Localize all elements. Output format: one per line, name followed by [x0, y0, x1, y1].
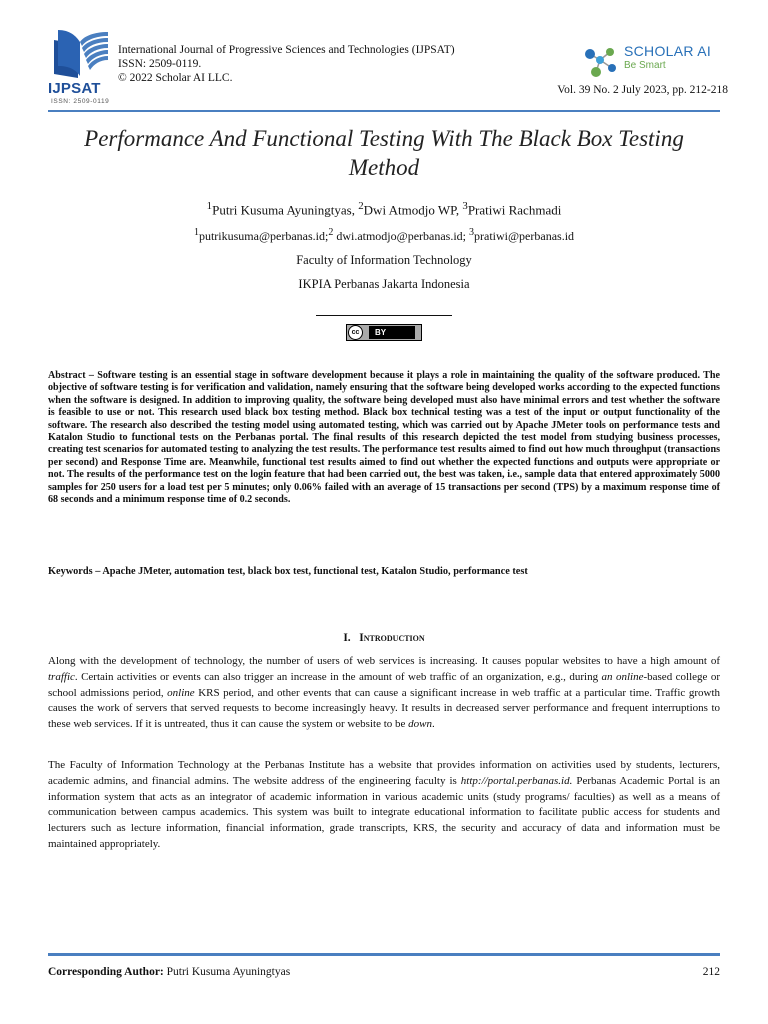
email-1-sup: 1 — [193, 227, 199, 238]
book-icon — [50, 26, 110, 78]
header-rule — [48, 110, 720, 112]
page-header — [48, 26, 728, 112]
text-run: Perbanas Academic Portal is an information system that acts as an integrator of academic information in various academic units (study programs/ faculties) as well as a means of communication between campus academics. This system was built to integrate educational information to facilitate public access for students and lecturers such as lecture information, financial information, grade transcripts, KRS, the security and accuracy of data and information must be maintained appropriately. — [48, 774, 720, 850]
intro-paragraph-1 — [48, 654, 720, 733]
keywords: Keywords – Apache JMeter, automation test, black box test, functional test, Katalon Studio, performance test — [48, 566, 528, 577]
email-1[interactable]: putrikusuma@perbanas.id; — [198, 229, 329, 243]
corresponding-author — [48, 966, 720, 978]
journal-copyright: © 2022 Scholar AI LLC. — [118, 72, 233, 84]
abstract: Abstract – Software testing is an essential stage in software development because it plays a role in maintaining the quality of the software produced. The objective of software testing is for verification and validation, namely ensuring that the software being developed works according to the expected functions when the software is designed. In addition to improving quality, the software being developed must also have minimal errors and test whether the software is feasible to use or not. This research used black box testing method. Black box technical testing was a test of the input or output functionality of the software. The research also described the testing model using automated testing, which was carried out by Apache JMeter tools on performance tests and Katalon Studio to functional tests on the Perbanas portal. The final results of this research depicted the test model from studying business processes, creating test scenarios for automated testing to analyzing the test results. The performance test results aimed to find out how much throughput (transactions per second) and Response Time are. Meanwhile, functional test results aimed to find out whether the expected functions and outputs were appropriate or not. The results of the performance test on the login feature that had been carried out, the best was taken, i.e., sample data that entered approximately 5000 samples for 250 users for a load test per 5 minutes; only 0.06% failed with an average of 15 transactions per second (TPS) by a maximum response time of 68 seconds and a minimum response time of 0.2 seconds. — [48, 370, 720, 506]
email-list — [48, 227, 720, 244]
journal-info — [118, 43, 455, 85]
paper-title: Performance And Functional Testing With The Black Box Testing Method — [84, 126, 684, 180]
author-1: Putri Kusuma Ayuningtyas, — [212, 202, 359, 218]
section-heading — [48, 632, 720, 644]
author-3-sup: 3 — [462, 200, 468, 212]
journal-issn: ISSN: 2509-0119. — [118, 58, 202, 70]
email-3[interactable]: pratiwi@perbanas.id — [474, 229, 575, 243]
author-1-sup: 1 — [206, 200, 213, 212]
logo-issn: ISSN: 2509-0119 — [51, 98, 110, 105]
journal-name: International Journal of Progressive Sciences and Technologies (IJPSAT) — [118, 44, 455, 56]
email-3-sup: 3 — [469, 227, 475, 238]
author-2: Dwi Atmodjo WP, — [363, 202, 463, 218]
author-list — [48, 200, 720, 218]
corresponding-author-name: Putri Kusuma Ayuningtyas — [163, 966, 291, 978]
email-2[interactable]: dwi.atmodjo@perbanas.id; — [333, 229, 470, 243]
text-run: KRS period, and other events that can cause a significant increase in web traffic at a particular time. Traffic growth causes the work of servers that served requests to become increasingly heavy. It results in decreased server performance and frequent interruptions to these web services. If it is untreated, thus it can cause the system or website to be — [48, 686, 720, 731]
portal-link[interactable]: http://portal.perbanas.id. — [460, 774, 573, 787]
email-2-sup: 2 — [328, 227, 334, 238]
section-number: I. — [343, 632, 351, 644]
text-run-italic: down — [408, 718, 432, 731]
cc-by-label: BY — [369, 326, 415, 339]
corresponding-author-label: Corresponding Author: — [48, 966, 164, 978]
institution: IKPIA Perbanas Jakarta Indonesia — [298, 277, 470, 291]
title-divider — [316, 315, 452, 316]
text-run-italic: traffic — [48, 670, 75, 683]
scholar-ai-logo — [578, 40, 728, 80]
section-title: Introduction — [359, 632, 425, 644]
cc-license-badge[interactable] — [346, 324, 422, 341]
volume-info: Vol. 39 No. 2 July 2023, pp. 212-218 — [557, 84, 728, 96]
text-run-italic: an online — [601, 670, 644, 683]
scholar-name: SCHOLAR AI — [624, 43, 712, 59]
ijpsat-logo — [48, 26, 114, 110]
text-run: -based college or school admissions period, — [48, 670, 720, 699]
text-run: . — [432, 718, 435, 731]
text-run-italic: online — [167, 686, 195, 699]
author-3: Pratiwi Rachmadi — [467, 202, 562, 218]
scholar-tagline: Be Smart — [624, 60, 666, 71]
text-run: . Certain activities or events can also trigger an increase in the amount of web traffic of an organization, e.g., during — [74, 670, 602, 683]
text-run: The Faculty of Information Technology at the Perbanas Institute has a website that provides information on activities used by students, lecturers, academic admins, and financial admins. The website address of the engineering faculty is — [48, 759, 720, 787]
intro-paragraph-2 — [48, 758, 720, 853]
page-number: 212 — [702, 966, 720, 978]
faculty: Faculty of Information Technology — [296, 253, 472, 267]
logo-wordmark: IJPSAT — [48, 80, 101, 97]
scholar-molecule-icon — [578, 40, 622, 80]
text-run: Along with the development of technology, the number of users of web services is increasing. It causes popular websites to have a high amount of — [48, 655, 720, 667]
author-2-sup: 2 — [358, 200, 364, 212]
footer-rule — [48, 953, 720, 956]
cc-icon: cc — [348, 325, 363, 340]
